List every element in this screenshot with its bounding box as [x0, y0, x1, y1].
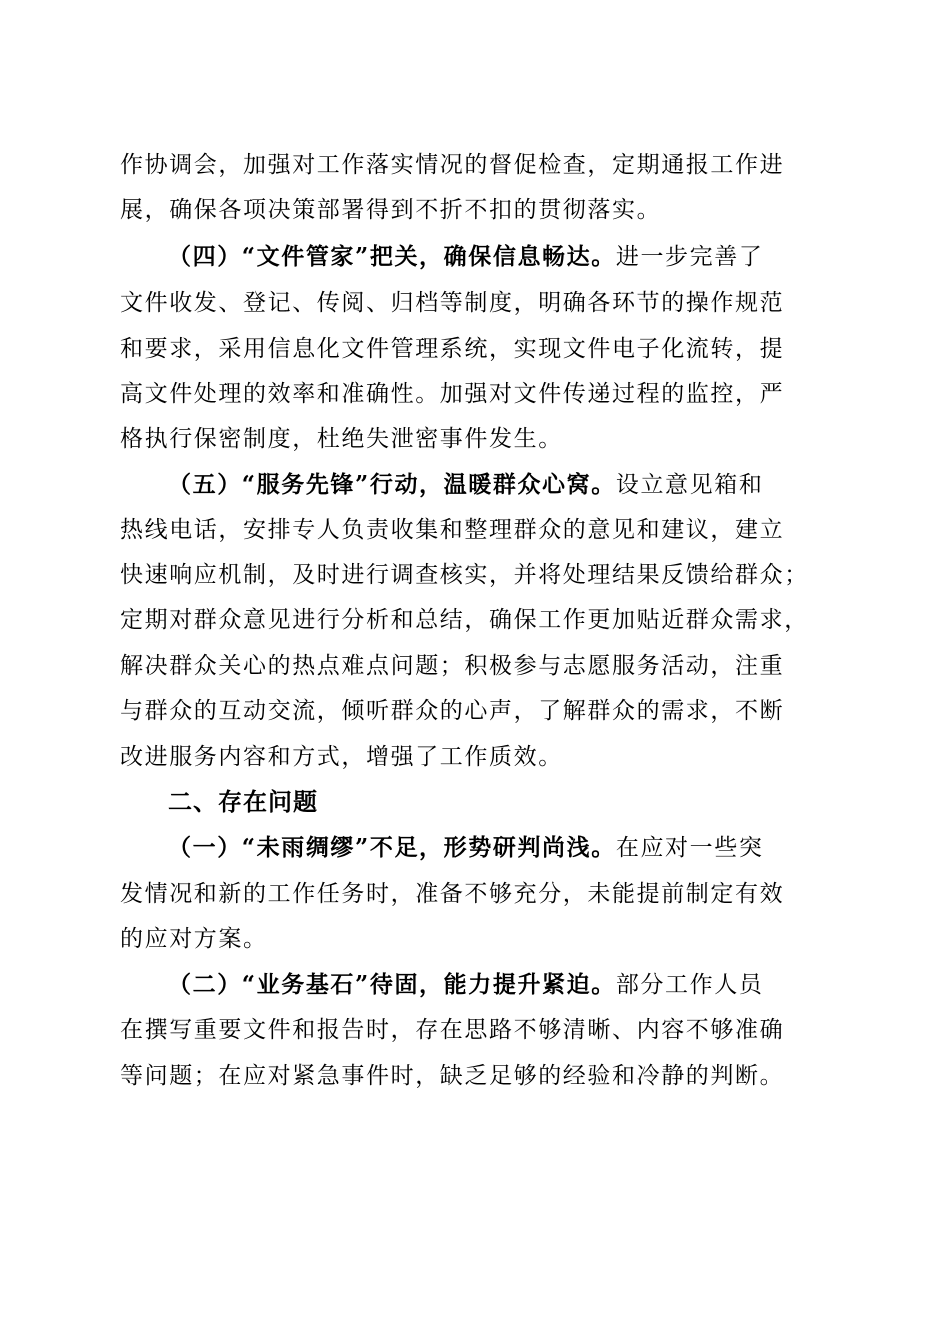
- problem-2-first-rest: 部分工作人员: [615, 972, 764, 998]
- paragraph-line: 和要求，采用信息化文件管理系统，实现文件电子化流转，提: [120, 336, 785, 362]
- paragraph-line: 作协调会，加强对工作落实情况的督促检查，定期通报工作进: [120, 152, 785, 178]
- problem-1-first-line: [168, 833, 888, 863]
- section-5-first-rest: 设立意见箱和: [615, 472, 764, 498]
- paragraph-line: 发情况和新的工作任务时，准备不够充分，未能提前制定有效: [120, 881, 785, 907]
- problem-1-first-rest: 在应对一些突: [615, 835, 764, 861]
- paragraph-line: 的应对方案。: [120, 926, 268, 952]
- problem-2-title: （二）“业务基石”待固，能力提升紧迫。: [168, 971, 616, 998]
- paragraph-line: 改进服务内容和方式，增强了工作质效。: [120, 744, 563, 770]
- problem-1-title: （一）“未雨绸缪”不足，形势研判尚浅。: [168, 834, 616, 861]
- problem-2-first-line: [168, 970, 888, 1000]
- section-4-first-rest: 进一步完善了: [615, 244, 764, 270]
- paragraph-line: 解决群众关心的热点难点问题；积极参与志愿服务活动，注重: [120, 653, 785, 679]
- paragraph-line: 定期对群众意见进行分析和总结，确保工作更加贴近群众需求，: [120, 607, 809, 633]
- paragraph-line: 等问题；在应对紧急事件时，缺乏足够的经验和冷静的判断。: [120, 1063, 785, 1089]
- section-heading-2: 二、存在问题: [168, 788, 318, 816]
- paragraph-line: 热线电话，安排专人负责收集和整理群众的意见和建议，建立: [120, 517, 785, 543]
- paragraph-line: 高文件处理的效率和准确性。加强对文件传递过程的监控，严: [120, 381, 785, 407]
- paragraph-line: 在撰写重要文件和报告时，存在思路不够清晰、内容不够准确: [120, 1017, 785, 1043]
- section-5-title: （五）“服务先锋”行动，温暖群众心窝。: [168, 471, 616, 498]
- section-4-first-line: [168, 242, 888, 272]
- paragraph-line: 与群众的互动交流，倾听群众的心声，了解群众的需求，不断: [120, 698, 785, 724]
- paragraph-line: 格执行保密制度，杜绝失泄密事件发生。: [120, 426, 563, 452]
- paragraph-line: 文件收发、登记、传阅、归档等制度，明确各环节的操作规范: [120, 290, 785, 316]
- section-5-first-line: [168, 470, 888, 500]
- section-4-title: （四）“文件管家”把关，确保信息畅达。: [168, 243, 616, 270]
- paragraph-line: 展，确保各项决策部署得到不折不扣的贯彻落实。: [120, 197, 662, 223]
- paragraph-line: 快速响应机制，及时进行调查核实，并将处理结果反馈给群众；: [120, 562, 809, 588]
